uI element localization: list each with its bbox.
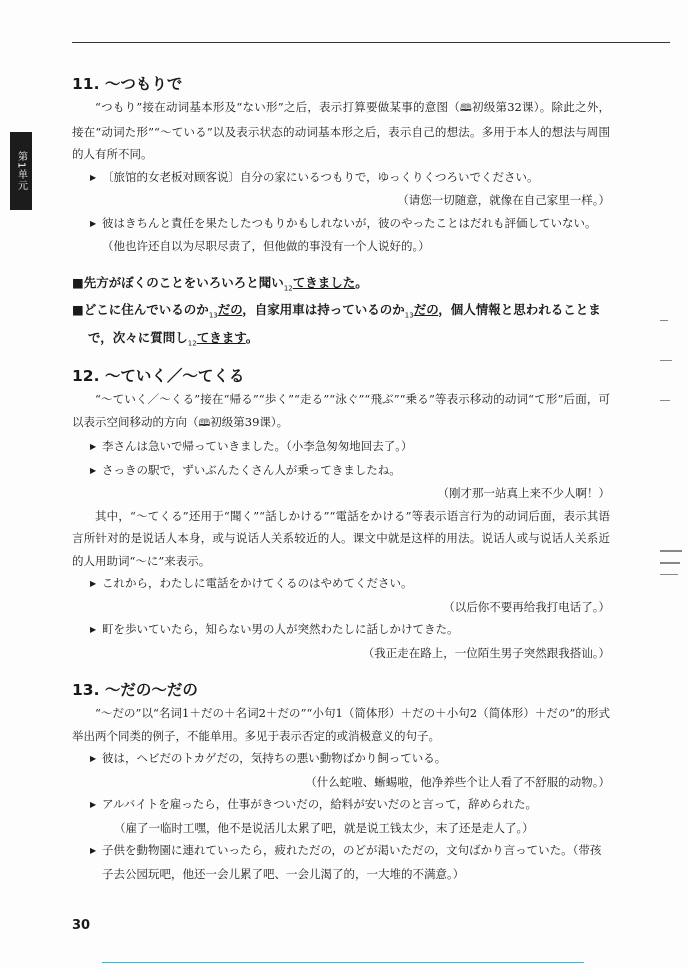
triangle-bullet-icon: ▶ [90,754,97,763]
book-icon: 🕮 [459,103,472,114]
example-sentence: ▶ 子供を動物園に連れていったら，疲れただの，のどが渇いただの，文句ばかり言っていた。（带孩子去公园玩吧，他还一会儿累了吧、一会儿渴了的，一大堆的不满意。） [72,839,610,885]
triangle-bullet-icon: ▶ [90,172,97,182]
example-sentence: ▶ 彼はきちんと責任を果たしたつもりかもしれないが，彼のやったことはだれも評価していない。（他也许还自以为尽职尽责了，但他做的事没有一个人说好的。） [72,212,610,258]
paragraph: “～だの”以“名词1＋だの＋名词2＋だの”“小句1（简体形）＋だの＋小句2（简体形）＋だの”的形式举出两个同类的例子，不能单用。多见于表示否定的或消极意义的句子。 [72,706,610,743]
triangle-bullet-icon: ▶ [90,579,97,588]
translation: （雇了一临时工嘿，他不是说活儿太累了吧，就是说工钱太少，末了还是走人了。） [114,820,534,835]
translation: （以后你不要再给我打电话了。） [443,599,610,614]
triangle-bullet-icon: ▶ [90,800,97,809]
footer-rule [102,962,584,963]
triangle-bullet-icon: ▶ [90,625,97,634]
margin-scan-marks [660,300,687,600]
example-sentence: ▶ 李さんは急いで帰っていきました。（小李急匆匆地回去了。） [72,435,610,459]
paragraph: “つもり”接在动词基本形及“ない形”之后，表示打算要做某事的意图（🕮初级第32课）。除此之外，接在“动词た形”“～ている”以及表示状态的动词基本形之后，表示自己的想法。多用于本人的想法与周围的人有所不同。 [72,100,610,161]
book-icon: 🕮 [198,417,211,429]
triangle-bullet-icon: ▶ [90,846,97,855]
translation: （请您一切随意，就像在自己家里一样。） [397,193,610,207]
example-sentence: ▶ さっきの駅で，ずいぶんたくさん人が乗ってきましたね。 [72,459,610,483]
page-content [72,72,610,885]
paragraph: 其中，“～てくる”还用于“聞く”“話しかける”“電話をかける”等表示语言行为的动词后面，表示其语言所针对的是说话人本身，或与说话人关系较近的人。课文中就是这样的用法。说话人或与说话人关系近的人用助词“～に”来表示。 [72,508,610,568]
header-rule [72,42,670,43]
example-sentence: ▶ アルバイトを雇ったら，仕事がきついだの，給料が安いだのと言って，辞められた。 [72,793,610,817]
paragraph: “～ていく／～くる”接在“帰る”“歩く”“走る”“泳ぐ”“飛ぶ”“乗る”等表示移动的动词“て形”后面，可以表示空间移动的方向（🕮初级第39课）。 [72,392,610,429]
example-sentence: ▶ 彼は，ヘビだのトカゲだの，気持ちの悪い動物ばかり飼っている。 [72,747,610,771]
section-heading-13: 13. ～だの～だの [72,681,198,699]
triangle-bullet-icon: ▶ [90,442,97,451]
example-sentence: ▶ 〔旅馆的女老板对顾客说〕自分の家にいるつもりで，ゆっくりくつろいでください。 [72,166,610,190]
bold-example: ■どこに住んでいるのか$_{13}$だの，自家用車は持っているのか$_{13}$だの，個人情報と思われることまで，次々に質問し$_{12}$てきます。 [72,302,601,347]
bold-example: ■先方がぼくのことをいろいろと聞い$_{12}$てきました。 [72,274,368,292]
translation: （我正走在路上，一位陌生男子突然跟我搭讪。） [362,645,610,660]
unit-side-tab: 第1单元 [10,132,32,210]
translation: （刚才那一站真上来不少人啊！） [437,486,610,500]
section-heading-11: 11. ～つもりで [72,75,183,93]
page-number: 30 [72,918,91,933]
triangle-bullet-icon: ▶ [90,465,97,475]
section-heading-12: 12. ～ていく／～てくる [72,367,245,385]
example-sentence: ▶ これから，わたしに電話をかけてくるのはやめてください。 [72,572,610,596]
example-sentence: ▶ 町を歩いていたら，知らない男の人が突然わたしに話しかけてきた。 [72,618,610,642]
translation: （什么蛇啦、蜥蜴啦，他净养些个让人看了不舒服的动物。） [305,774,610,789]
triangle-bullet-icon: ▶ [90,218,97,228]
